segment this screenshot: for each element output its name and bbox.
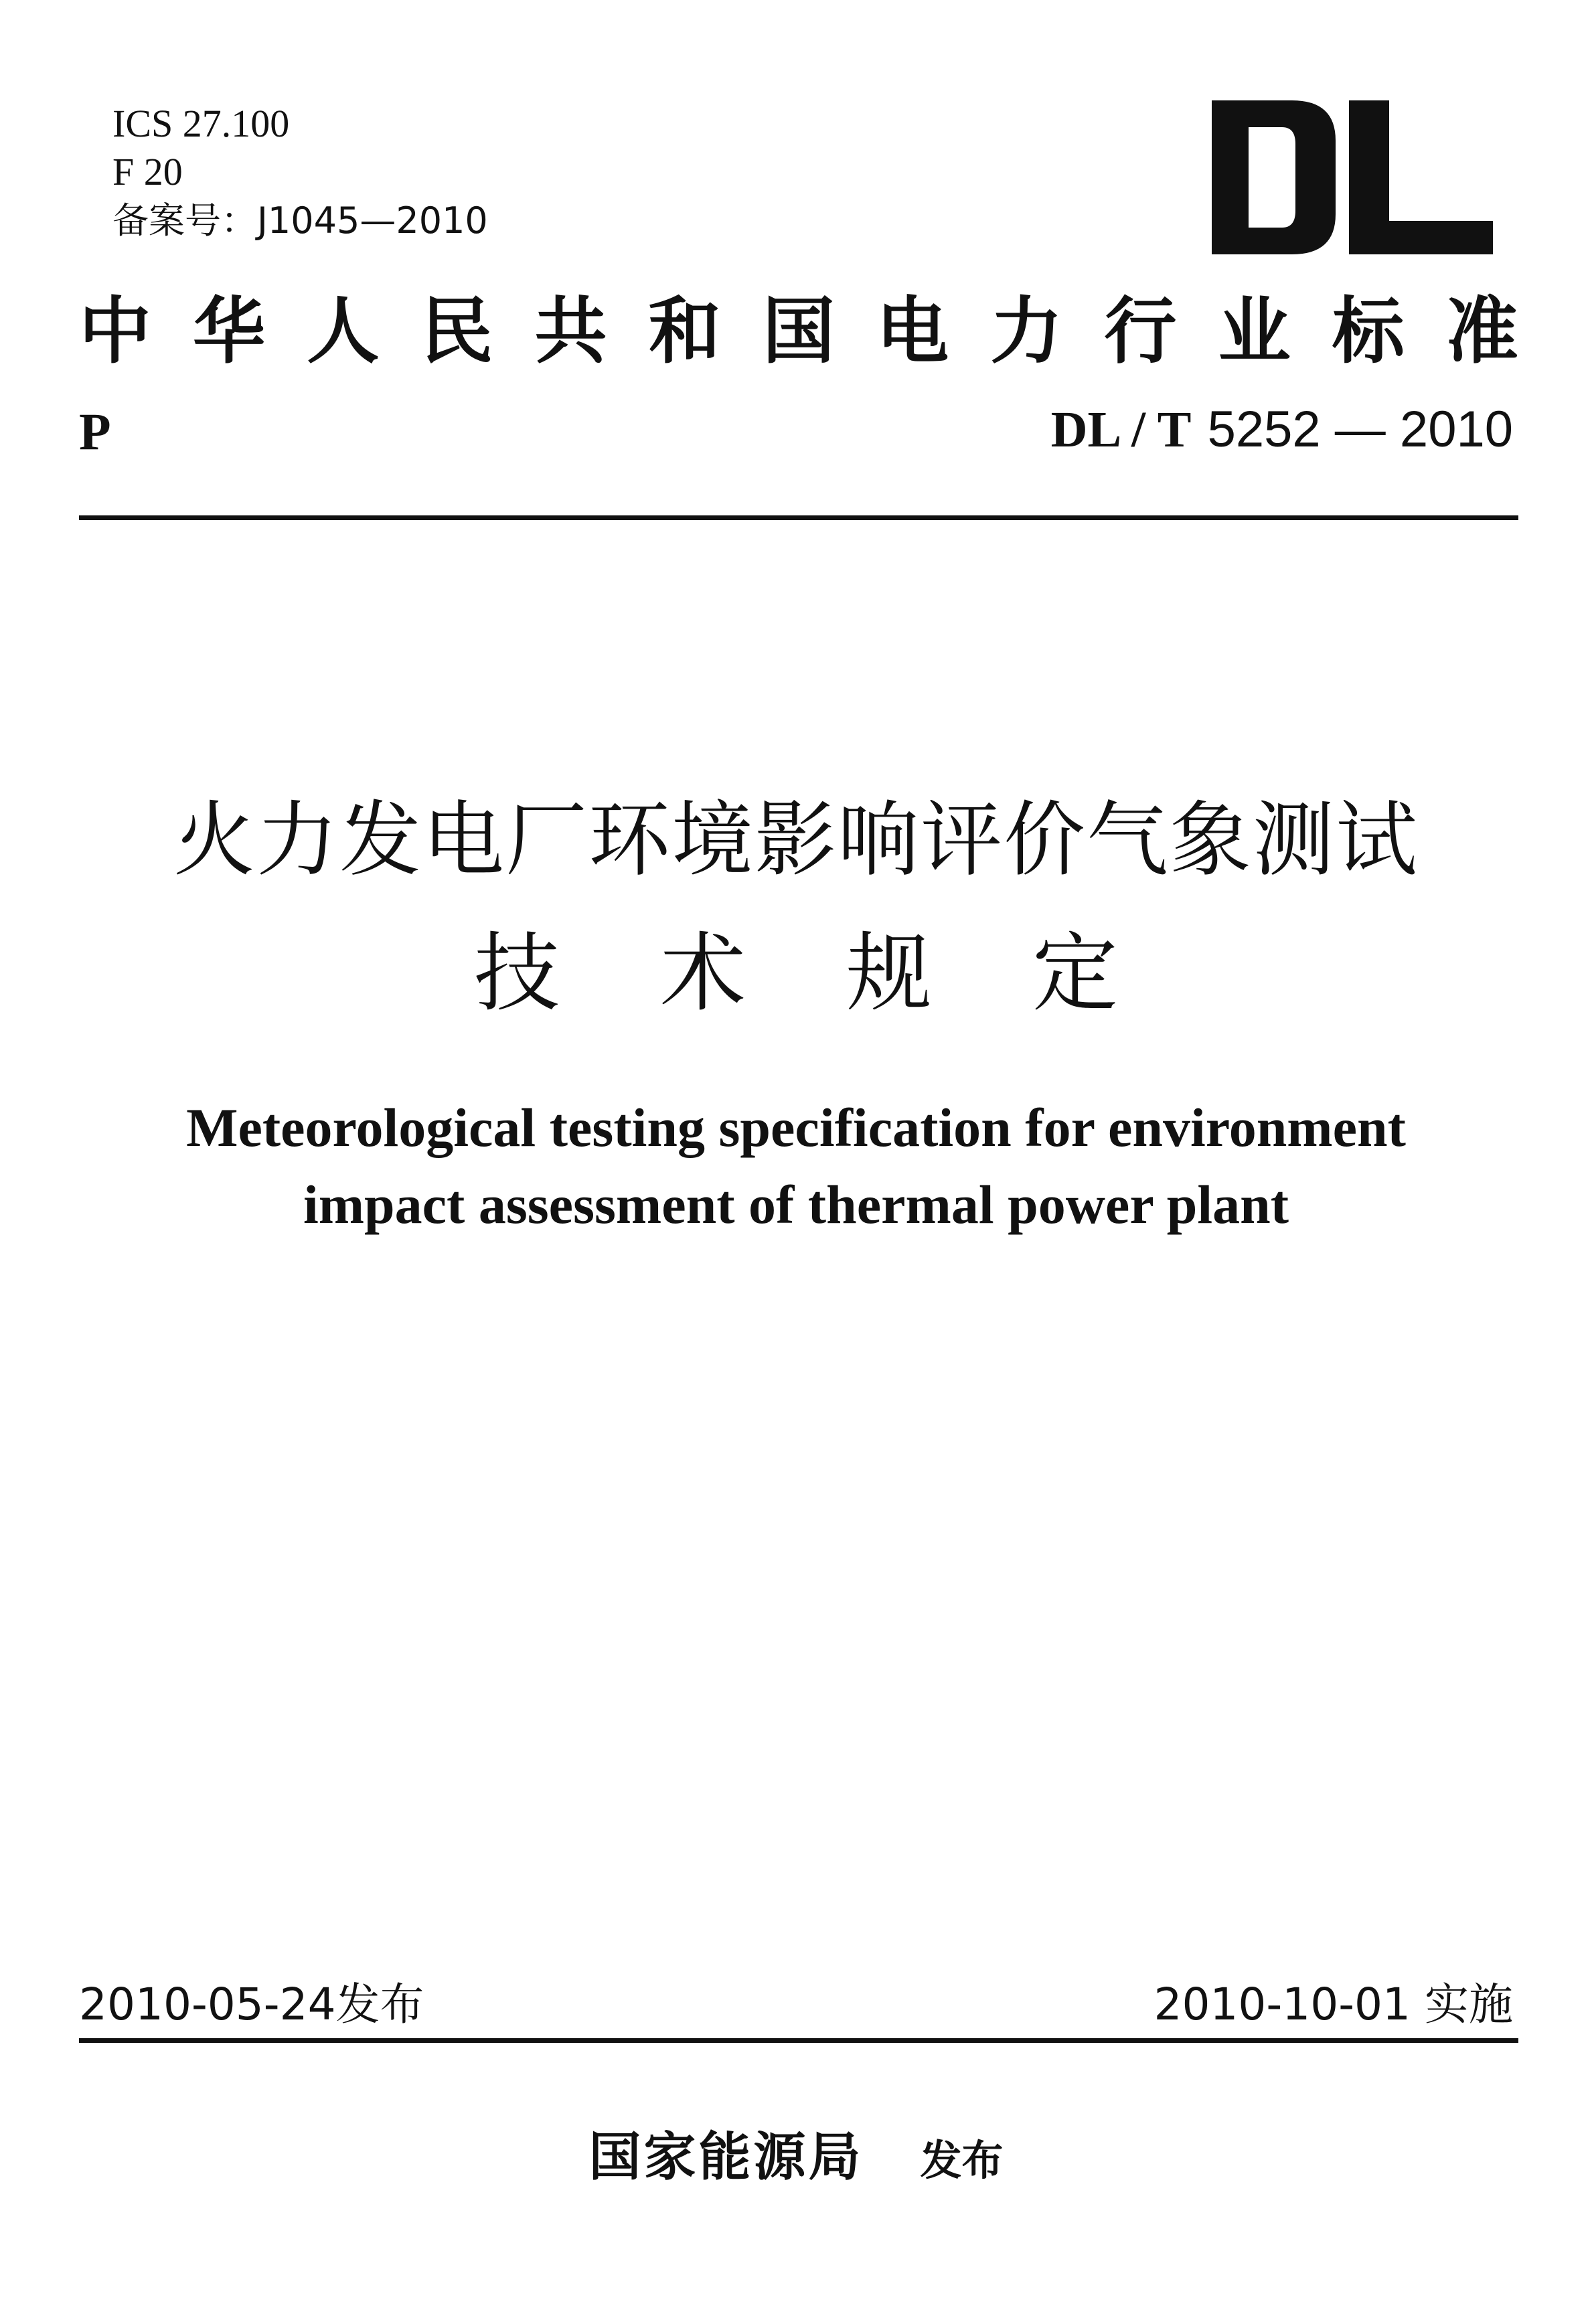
- classification-code: P: [79, 402, 111, 461]
- standard-type-char: 华: [193, 288, 266, 374]
- title-english-line1: Meteorological testing specification for environment: [186, 1097, 1406, 1158]
- standard-type-char: 准: [1445, 288, 1518, 374]
- standard-type-char: 业: [1218, 288, 1291, 374]
- issuer: [0, 2115, 1592, 2190]
- standard-number-value: 5252 — 2010: [1207, 401, 1513, 458]
- implementation-date: 2010-10-01 实施: [1153, 1979, 1513, 2030]
- standard-type-char: 力: [990, 288, 1063, 374]
- ccs-code: F 20: [112, 150, 183, 193]
- dl-logo: [1212, 100, 1493, 254]
- standard-number: [1051, 399, 1513, 460]
- standard-type-char: 和: [648, 288, 721, 374]
- standard-type-char: 标: [1332, 288, 1405, 374]
- standard-prefix: DL / T: [1050, 402, 1192, 458]
- issuer-action: 发布: [920, 2136, 1004, 2185]
- standard-type-char: 共: [534, 288, 607, 374]
- standard-type-char: 行: [1104, 288, 1177, 374]
- ics-code: ICS 27.100: [112, 102, 290, 145]
- standard-type-char: 国: [762, 288, 835, 374]
- title-chinese-line1: 火力发电厂环境影响评价气象测试: [173, 793, 1419, 888]
- top-rule: [79, 515, 1518, 520]
- issue-date: 2010-05-24发布: [79, 1979, 424, 2030]
- title-english-line2: impact assessment of thermal power plant: [303, 1174, 1289, 1235]
- standard-type-char: 民: [420, 288, 493, 374]
- issuer-organization: 国家能源局: [588, 2127, 864, 2187]
- bottom-rule: [79, 2038, 1518, 2043]
- title-chinese-line2: 技术规定: [474, 924, 1218, 1023]
- record-number: 备案号：J1045—2010: [112, 199, 488, 242]
- standard-type-char: 中: [79, 288, 152, 374]
- standard-type-char: 人: [307, 288, 380, 374]
- standard-type-char: 电: [876, 288, 949, 374]
- standard-type-title: [79, 281, 1518, 374]
